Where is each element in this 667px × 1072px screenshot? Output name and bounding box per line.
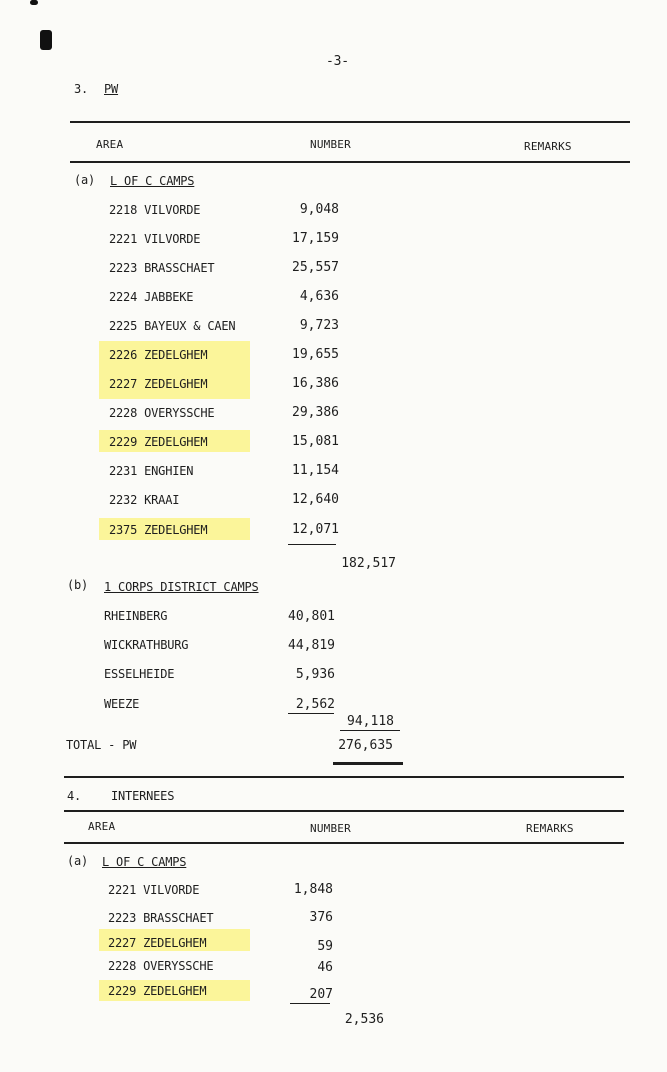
column-header-area: AREA [88,820,116,833]
group-title: L OF C CAMPS [110,174,195,188]
section-title: INTERNEES [111,789,175,803]
row-area: 2218 VILVORDE [109,203,201,217]
column-header-number: NUMBER [310,822,351,835]
row-number: 15,081 [292,434,339,449]
row-area: 2226 ZEDELGHEM [109,348,208,362]
row-number: 17,159 [292,231,339,246]
row-number: 59 [317,939,333,954]
row-number: 44,819 [288,638,335,653]
row-area: 2229 ZEDELGHEM [109,435,208,449]
row-area: 2221 VILVORDE [108,883,200,897]
ink-blot [40,30,52,50]
section-number: 3. [74,82,89,96]
header-rule-bottom [70,161,630,163]
total-rule [340,730,400,731]
total-double-rule [333,762,403,765]
row-area: RHEINBERG [104,609,168,623]
ink-speck [30,0,38,5]
group-label: (a) [74,173,96,187]
column-header-number: NUMBER [310,138,351,151]
group-title: 1 CORPS DISTRICT CAMPS [104,580,259,594]
row-area: 2228 OVERYSSCHE [109,406,215,420]
row-area: 2221 VILVORDE [109,232,201,246]
subtotal: 94,118 [347,714,394,729]
row-number: 5,936 [295,667,335,682]
row-number: 9,723 [299,318,339,333]
row-area: 2227 ZEDELGHEM [109,377,208,391]
row-number: 9,048 [299,202,339,217]
row-area: 2225 BAYEUX & CAEN [109,319,236,333]
row-area: 2223 BRASSCHAET [108,911,214,925]
row-area: ESSELHEIDE [104,667,175,681]
row-number: 19,655 [292,347,339,362]
page-number: -3- [326,54,349,69]
row-area: WEEZE [104,697,140,711]
section-divider [64,776,624,778]
subtotal: 182,517 [341,556,396,571]
row-number: 46 [317,960,333,975]
row-number: 12,640 [292,492,339,507]
row-area: 2224 JABBEKE [109,290,194,304]
row-number: 4,636 [299,289,339,304]
group-label: (b) [67,578,89,592]
row-area: 2228 OVERYSSCHE [108,959,214,973]
subtotal-rule [290,1003,330,1004]
row-area: 2223 BRASSCHAET [109,261,215,275]
row-number: 25,557 [292,260,339,275]
header-rule-top [70,121,630,123]
row-area: 2227 ZEDELGHEM [108,936,207,950]
header-rule-top [64,810,624,812]
row-area: WICKRATHBURG [104,638,189,652]
subtotal: 2,536 [344,1012,384,1027]
column-header-remarks: REMARKS [524,140,572,153]
row-number: 207 [309,987,333,1002]
total-label: TOTAL - PW [66,738,137,752]
row-number: 11,154 [292,463,339,478]
row-number: 12,071 [292,522,339,537]
row-number: 16,386 [292,376,339,391]
column-header-remarks: REMARKS [526,822,574,835]
row-area: 2232 KRAAI [109,493,180,507]
row-number: 1,848 [293,882,333,897]
row-number: 376 [309,910,333,925]
row-number: 29,386 [292,405,339,420]
row-area: 2229 ZEDELGHEM [108,984,207,998]
row-number: 2,562 [295,697,335,712]
section-number: 4. [67,789,82,803]
group-label: (a) [67,854,89,868]
row-number: 40,801 [288,609,335,624]
header-rule-bottom [64,842,624,844]
section-title: PW [104,82,119,96]
group-title: L OF C CAMPS [102,855,187,869]
total-value: 276,635 [338,738,393,753]
subtotal-rule [288,544,336,545]
column-header-area: AREA [96,138,124,151]
row-area: 2231 ENGHIEN [109,464,194,478]
row-area: 2375 ZEDELGHEM [109,523,208,537]
